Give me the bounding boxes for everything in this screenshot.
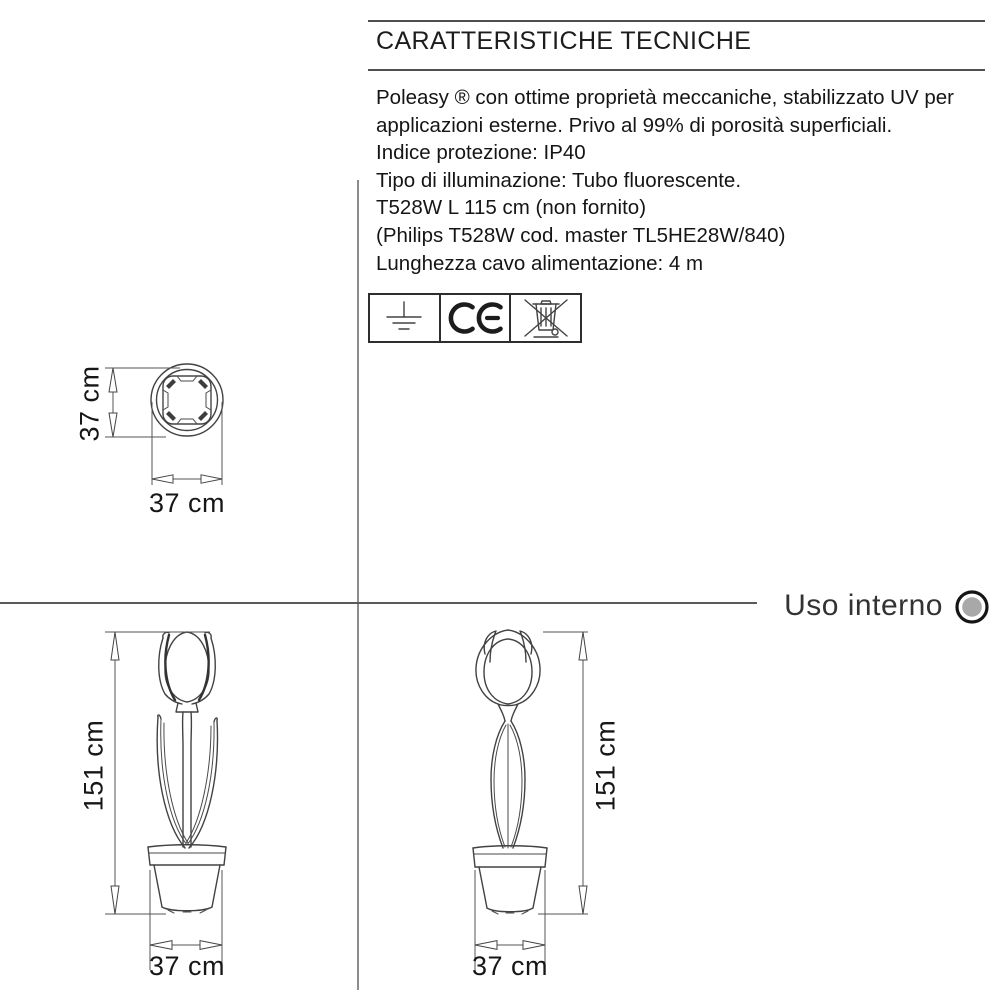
spec-line-protection: Indice protezione: IP40 — [376, 141, 586, 165]
indoor-use-label: Uso interno — [784, 589, 943, 622]
horizontal-divider — [0, 602, 757, 604]
spec-line-philips: (Philips T528W cod. master TL5HE28W/840) — [376, 223, 786, 247]
title-rule-top — [368, 20, 985, 22]
spec-line-tube: T528W L 115 cm (non fornito) — [376, 196, 647, 220]
top-view-height-dimension: 37 cm — [74, 365, 105, 442]
spec-line-material-2: applicazioni esterne. Privo al 99% di porosità superficiali. — [376, 113, 893, 137]
title-rule-bottom — [368, 69, 985, 71]
vertical-divider — [357, 180, 359, 990]
spec-line-illumination: Tipo di illuminazione: Tubo fluorescente. — [376, 168, 742, 192]
earth-ground-icon — [370, 295, 439, 341]
certification-box — [368, 293, 582, 343]
spec-line-cable: Lunghezza cavo alimentazione: 4 m — [376, 251, 704, 275]
weee-bin-glyph — [520, 296, 572, 340]
spec-line-material: Poleasy ® con ottime proprietà meccaniche, stabilizzato UV per — [376, 86, 954, 109]
front-view-height-dimension: 151 cm — [78, 719, 109, 812]
side-view-height-dimension: 151 cm — [590, 719, 621, 812]
ce-mark-icon — [439, 295, 510, 341]
specs-block — [376, 84, 954, 277]
ce-mark-glyph — [444, 297, 506, 339]
top-view-width-dimension: 37 cm — [148, 488, 226, 518]
page-title: CARATTERISTICHE TECNICHE — [376, 27, 752, 55]
front-view-width-dimension: 37 cm — [148, 951, 226, 981]
earth-ground-glyph — [376, 297, 432, 339]
tulip-side-view-drawing — [430, 622, 610, 990]
side-view-width-dimension: 37 cm — [471, 951, 549, 981]
weee-crossed-bin-icon — [509, 295, 580, 341]
indoor-use-icon — [953, 588, 990, 626]
